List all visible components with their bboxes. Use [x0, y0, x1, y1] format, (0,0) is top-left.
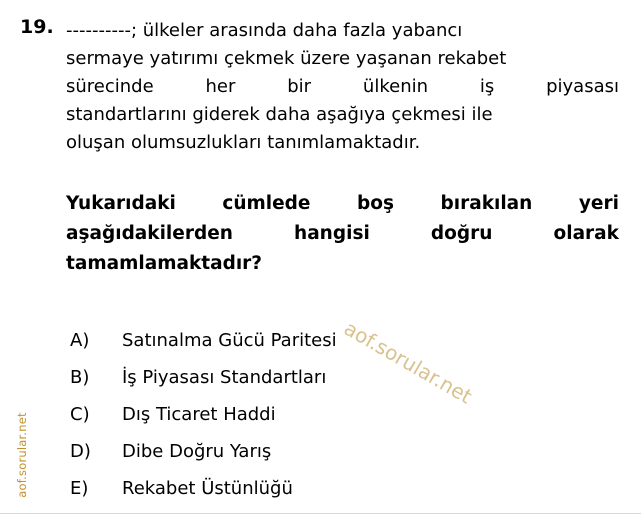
option-c-text: Dış Ticaret Haddi	[122, 404, 276, 425]
question-number: 19.	[20, 16, 54, 38]
prompt-line-2: aşağıdakilerden hangisi doğru olarak	[66, 223, 619, 244]
option-c-label: C)	[70, 404, 90, 425]
option-b-text: İş Piyasası Standartları	[122, 367, 327, 388]
option-e-label: E)	[70, 478, 89, 499]
prompt-line-3: tamamlamaktadır?	[66, 253, 263, 274]
option-d[interactable]	[70, 441, 590, 478]
option-a-text: Satınalma Gücü Paritesi	[122, 330, 337, 351]
diagonal-watermark: aof.sorular.net	[340, 316, 477, 409]
stem-line-5: oluşan olumsuzlukları tanımlamaktadır.	[66, 132, 421, 153]
option-a-label: A)	[70, 330, 90, 351]
stem-line-1: ----------; ülkeler arasında daha fazla yabancı	[66, 20, 463, 41]
prompt-line-1: Yukarıdaki cümlede boş bırakılan yeri	[66, 193, 619, 214]
option-a[interactable]	[70, 330, 590, 367]
question-prompt	[66, 189, 619, 279]
option-e[interactable]	[70, 478, 590, 515]
stem-line-4: standartlarını giderek daha aşağıya çekmesi ile	[66, 104, 493, 125]
option-c[interactable]	[70, 404, 590, 441]
side-watermark: aof.sorular.net	[15, 412, 29, 498]
option-b-label: B)	[70, 367, 90, 388]
option-e-text: Rekabet Üstünlüğü	[122, 478, 293, 499]
bottom-divider	[0, 513, 641, 514]
options-list	[70, 330, 590, 515]
question-stem	[66, 17, 619, 157]
stem-line-3: sürecinde her bir ülkenin iş piyasası	[66, 76, 619, 97]
stem-line-2: sermaye yatırımı çekmek üzere yaşanan rekabet	[66, 48, 507, 69]
option-b[interactable]	[70, 367, 590, 404]
option-d-text: Dibe Doğru Yarış	[122, 441, 272, 462]
option-d-label: D)	[70, 441, 91, 462]
